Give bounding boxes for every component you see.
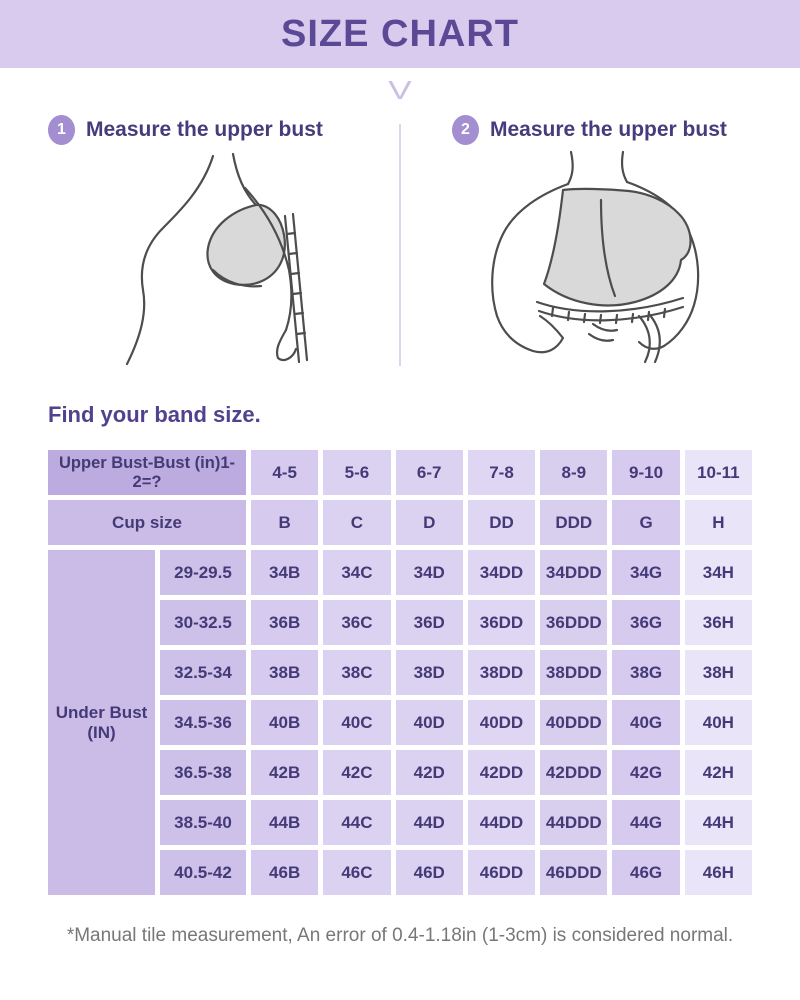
front-view-measure-illustration bbox=[442, 148, 754, 376]
under-bust-header-line1: Under Bust bbox=[55, 702, 148, 722]
size-cell: 44B bbox=[251, 800, 318, 845]
step-2-label: Measure the upper bust bbox=[490, 118, 727, 141]
size-cell: 38DD bbox=[468, 650, 535, 695]
size-cell: 46C bbox=[323, 850, 390, 895]
size-cell: 46D bbox=[396, 850, 463, 895]
diff-header: 7-8 bbox=[468, 450, 535, 495]
chevron-down-icon: V bbox=[388, 74, 412, 105]
cup-value: D bbox=[396, 500, 463, 545]
size-cell: 38H bbox=[685, 650, 752, 695]
size-cell: 46DDD bbox=[540, 850, 607, 895]
size-cell: 44DDD bbox=[540, 800, 607, 845]
size-cell: 42D bbox=[396, 750, 463, 795]
step-2-header bbox=[400, 112, 800, 148]
size-cell: 34D bbox=[396, 550, 463, 595]
step-1 bbox=[0, 112, 400, 382]
size-cell: 34H bbox=[685, 550, 752, 595]
step-2 bbox=[400, 112, 800, 382]
band-range: 30-32.5 bbox=[160, 600, 246, 645]
size-cell: 38C bbox=[323, 650, 390, 695]
under-bust-header bbox=[48, 550, 155, 895]
cup-value: H bbox=[685, 500, 752, 545]
size-cell: 36B bbox=[251, 600, 318, 645]
size-cell: 36DDD bbox=[540, 600, 607, 645]
step-1-label: Measure the upper bust bbox=[86, 118, 323, 141]
size-chart-banner bbox=[0, 0, 800, 68]
size-cell: 34DD bbox=[468, 550, 535, 595]
cup-size-header: Cup size bbox=[48, 500, 246, 545]
size-cell: 40C bbox=[323, 700, 390, 745]
size-cell: 40DDD bbox=[540, 700, 607, 745]
vertical-divider bbox=[399, 124, 401, 366]
step-1-number-badge: 1 bbox=[48, 115, 75, 145]
size-cell: 38D bbox=[396, 650, 463, 695]
cup-value: C bbox=[323, 500, 390, 545]
size-cell: 44C bbox=[323, 800, 390, 845]
band-range: 36.5-38 bbox=[160, 750, 246, 795]
size-cell: 36H bbox=[685, 600, 752, 645]
band-size-heading: Find your band size. bbox=[48, 402, 261, 427]
size-cell: 34C bbox=[323, 550, 390, 595]
size-cell: 42C bbox=[323, 750, 390, 795]
size-cell: 34DDD bbox=[540, 550, 607, 595]
page-title: SIZE CHART bbox=[281, 12, 519, 55]
size-cell: 46B bbox=[251, 850, 318, 895]
size-cell: 38G bbox=[612, 650, 679, 695]
diff-header: 5-6 bbox=[323, 450, 390, 495]
size-cell: 46G bbox=[612, 850, 679, 895]
measure-steps bbox=[0, 112, 800, 382]
size-cell: 42G bbox=[612, 750, 679, 795]
size-cell: 44D bbox=[396, 800, 463, 845]
band-range: 40.5-42 bbox=[160, 850, 246, 895]
measurement-disclaimer: *Manual tile measurement, An error of 0.4-1.18in (1-3cm) is considered normal. bbox=[66, 925, 734, 946]
size-cell: 36D bbox=[396, 600, 463, 645]
band-range: 38.5-40 bbox=[160, 800, 246, 845]
size-cell: 42DD bbox=[468, 750, 535, 795]
size-cell: 34G bbox=[612, 550, 679, 595]
size-cell: 44DD bbox=[468, 800, 535, 845]
size-cell: 44G bbox=[612, 800, 679, 845]
size-cell: 40D bbox=[396, 700, 463, 745]
table-corner-header: Upper Bust-Bust (in)1-2=? bbox=[48, 450, 246, 495]
step-1-header bbox=[0, 112, 400, 148]
cup-value: B bbox=[251, 500, 318, 545]
side-view-measure-illustration bbox=[62, 150, 374, 378]
size-cell: 46DD bbox=[468, 850, 535, 895]
size-cell: 42DDD bbox=[540, 750, 607, 795]
size-cell: 40B bbox=[251, 700, 318, 745]
size-cell: 38B bbox=[251, 650, 318, 695]
size-cell: 40H bbox=[685, 700, 752, 745]
band-range: 29-29.5 bbox=[160, 550, 246, 595]
size-cell: 36DD bbox=[468, 600, 535, 645]
band-range: 32.5-34 bbox=[160, 650, 246, 695]
size-table bbox=[48, 450, 752, 895]
step-2-number-badge: 2 bbox=[452, 115, 479, 145]
size-cell: 36G bbox=[612, 600, 679, 645]
size-cell: 34B bbox=[251, 550, 318, 595]
size-cell: 42B bbox=[251, 750, 318, 795]
under-bust-header-line2: (IN) bbox=[87, 722, 116, 742]
size-cell: 46H bbox=[685, 850, 752, 895]
size-cell: 36C bbox=[323, 600, 390, 645]
size-cell: 40G bbox=[612, 700, 679, 745]
size-cell: 38DDD bbox=[540, 650, 607, 695]
band-range: 34.5-36 bbox=[160, 700, 246, 745]
diff-header: 9-10 bbox=[612, 450, 679, 495]
size-cell: 40DD bbox=[468, 700, 535, 745]
diff-header: 6-7 bbox=[396, 450, 463, 495]
diff-header: 10-11 bbox=[685, 450, 752, 495]
cup-value: G bbox=[612, 500, 679, 545]
size-cell: 44H bbox=[685, 800, 752, 845]
diff-header: 4-5 bbox=[251, 450, 318, 495]
size-cell: 42H bbox=[685, 750, 752, 795]
diff-header: 8-9 bbox=[540, 450, 607, 495]
cup-value: DDD bbox=[540, 500, 607, 545]
cup-value: DD bbox=[468, 500, 535, 545]
